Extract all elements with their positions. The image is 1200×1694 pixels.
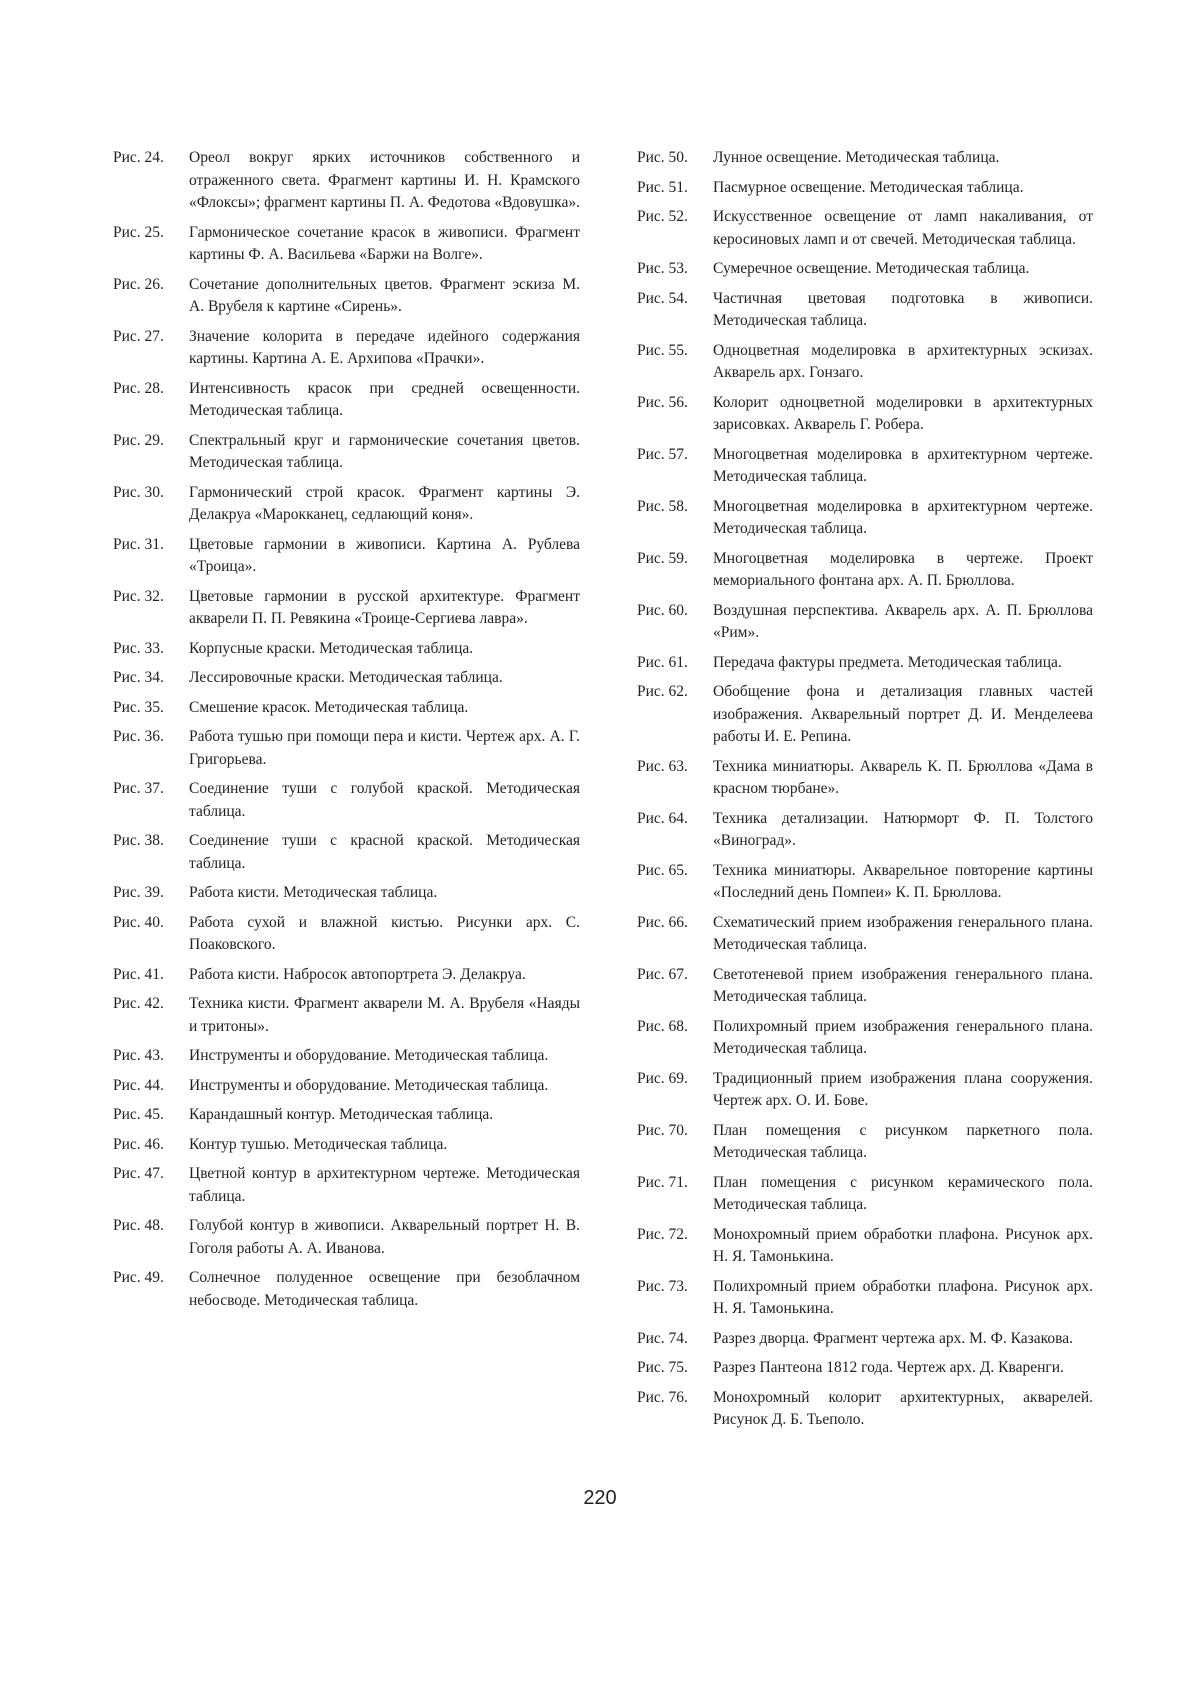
figure-caption-entry (637, 258, 1093, 281)
figure-caption-entry (113, 586, 580, 631)
figure-number: Рис. 31. (113, 535, 164, 553)
figure-caption-text: Инструменты и оборудование. Методическая таблица. (189, 1076, 549, 1094)
figure-number: Рис. 63. (637, 757, 688, 775)
figure-caption-entry (637, 964, 1093, 1009)
figure-number: Рис. 53. (637, 260, 688, 277)
figure-number: Рис. 55. (637, 341, 688, 359)
figure-caption-text: Лессировочные краски. Методическая таблица. (189, 669, 503, 686)
figure-number: Рис. 60. (637, 601, 688, 619)
figure-number: Рис. 37. (113, 780, 164, 797)
figure-caption-text: Техника кисти. Фрагмент акварели М. А. Врубеля «Наяды и тритоны». (189, 995, 580, 1035)
figure-number: Рис. 26. (113, 275, 164, 293)
figure-caption-text: Гармонический строй красок. Фрагмент картины Э. Делакруа «Марокканец, седлающий коня». (189, 483, 580, 523)
figure-number: Рис. 64. (637, 809, 688, 827)
figure-number: Рис. 44. (113, 1076, 164, 1094)
figure-caption-entry (113, 222, 580, 267)
figure-number: Рис. 58. (637, 497, 688, 515)
figure-caption-text: Инструменты и оборудование. Методическая таблица. (189, 1047, 549, 1064)
figure-number: Рис. 54. (637, 289, 688, 307)
figure-caption-text: Соединение туши с голубой краской. Методическая таблица. (189, 780, 580, 820)
figure-caption-text: Работа тушью при помощи пера и кисти. Чертеж арх. А. Г. Григорьева. (189, 728, 580, 768)
figure-caption-text: Передача фактуры предмета. Методическая таблица. (713, 653, 1062, 671)
figure-caption-entry (113, 378, 580, 423)
figure-caption-text: Монохромный прием обработки плафона. Рисунок арх. Н. Я. Тамонькина. (713, 1225, 1093, 1265)
figure-number: Рис. 35. (113, 698, 164, 716)
figure-number: Рис. 47. (113, 1165, 164, 1182)
figure-number: Рис. 74. (637, 1329, 688, 1347)
figure-caption-entry (113, 778, 580, 823)
figure-caption-text: Обобщение фона и детализация главных частей изображения. Акварельный портрет Д. И. Менделеева работы И. Е. Репина. (713, 683, 1093, 745)
figure-caption-entry (113, 1267, 580, 1312)
figure-number: Рис. 65. (637, 861, 688, 879)
figure-caption-entry (637, 912, 1093, 957)
figure-number: Рис. 29. (113, 431, 164, 449)
figure-number: Рис. 50. (637, 149, 688, 166)
figure-list-left-column (113, 147, 580, 1319)
figure-caption-text: Лунное освещение. Методическая таблица. (713, 149, 1000, 166)
figure-caption-text: Ореол вокруг ярких источников собственного и отраженного света. Фрагмент картины И. Н. Крамского «Флоксы»; фрагмент картины П. А. Федотова «Вдовушка». (189, 149, 580, 211)
figure-caption-text: Контур тушью. Методическая таблица. (189, 1135, 448, 1153)
figure-caption-text: Разрез Пантеона 1812 года. Чертеж арх. Д. Кваренги. (713, 1359, 1064, 1376)
figure-caption-entry (637, 288, 1093, 333)
figure-caption-text: Корпусные краски. Методическая таблица. (189, 639, 474, 657)
figure-caption-text: Полихромный прием изображения генерального плана. Методическая таблица. (713, 1017, 1093, 1057)
figure-caption-entry (113, 830, 580, 875)
figure-number: Рис. 76. (637, 1388, 688, 1406)
figure-caption-entry (113, 1215, 580, 1260)
figure-number: Рис. 72. (637, 1225, 688, 1243)
figure-caption-text: Искусственное освещение от ламп накаливания, от керосиновых ламп и от свечей. Методическая таблица. (713, 208, 1093, 248)
figure-caption-text: План помещения с рисунком керамического пола. Методическая таблица. (713, 1173, 1093, 1213)
figure-caption-text: Сочетание дополнительных цветов. Фрагмент эскиза М. А. Врубеля к картине «Сирень». (189, 275, 580, 315)
figure-number: Рис. 24. (113, 149, 164, 166)
figure-caption-text: Традиционный прием изображения плана сооружения. Чертеж арх. О. И. Бове. (713, 1069, 1093, 1109)
figure-number: Рис. 46. (113, 1135, 164, 1153)
figure-caption-text: Разрез дворца. Фрагмент чертежа арх. М. Ф. Казакова. (713, 1329, 1073, 1347)
figure-caption-text: Карандашный контур. Методическая таблица. (189, 1106, 494, 1123)
figure-caption-text: Частичная цветовая подготовка в живописи. Методическая таблица. (713, 289, 1093, 329)
figure-caption-text: Соединение туши с красной краской. Методическая таблица. (189, 832, 580, 872)
figure-caption-entry (113, 726, 580, 771)
figure-caption-text: Цветовые гармонии в живописи. Картина А. Рублева «Троица». (189, 535, 580, 575)
figure-caption-entry (637, 206, 1093, 251)
figure-number: Рис. 42. (113, 995, 164, 1012)
figure-caption-entry (113, 882, 580, 905)
figure-caption-entry (113, 274, 580, 319)
figure-number: Рис. 30. (113, 483, 164, 501)
figure-number: Рис. 69. (637, 1069, 688, 1087)
figure-number: Рис. 62. (637, 683, 688, 700)
figure-number: Рис. 57. (637, 445, 688, 463)
page-number: 220 (583, 1487, 617, 1509)
figure-caption-entry (113, 638, 580, 661)
figure-caption-entry (637, 496, 1093, 541)
figure-caption-text: Работа кисти. Методическая таблица. (189, 884, 438, 901)
figure-caption-entry (113, 534, 580, 579)
figure-number: Рис. 52. (637, 208, 688, 225)
figure-caption-text: Цветной контур в архитектурном чертеже. Методическая таблица. (189, 1165, 580, 1205)
figure-caption-entry (637, 1068, 1093, 1113)
figure-caption-text: Техника детализации. Натюрморт Ф. П. Толстого «Виноград». (713, 809, 1093, 849)
figure-caption-entry (637, 1276, 1093, 1321)
figure-caption-entry (113, 993, 580, 1038)
figure-caption-text: Сумеречное освещение. Методическая таблица. (713, 260, 1030, 277)
figure-caption-text: Значение колорита в передаче идейного содержания картины. Картина А. Е. Архипова «Прачки». (189, 327, 580, 367)
figure-caption-text: План помещения с рисунком паркетного пола. Методическая таблица. (713, 1121, 1093, 1161)
figure-caption-entry (113, 1104, 580, 1127)
figure-caption-text: Схематический прием изображения генерального плана. Методическая таблица. (713, 913, 1093, 953)
figure-caption-entry (113, 697, 580, 720)
figure-caption-entry (113, 1075, 580, 1098)
figure-caption-entry (637, 177, 1093, 200)
figure-caption-text: Колорит одноцветной моделировки в архитектурных зарисовках. Акварель Г. Робера. (713, 393, 1093, 433)
figure-caption-text: Одноцветная моделировка в архитектурных эскизах. Акварель арх. Гонзаго. (713, 341, 1093, 381)
figure-number: Рис. 45. (113, 1106, 164, 1123)
figure-number: Рис. 61. (637, 653, 688, 671)
figure-caption-entry (637, 392, 1093, 437)
figure-caption-entry (113, 1163, 580, 1208)
figure-caption-entry (637, 1172, 1093, 1217)
figure-number: Рис. 27. (113, 327, 164, 345)
figure-caption-entry (637, 1120, 1093, 1165)
figure-number: Рис. 41. (113, 965, 164, 983)
figure-caption-text: Смешение красок. Методическая таблица. (189, 698, 469, 716)
figure-list-right-column (637, 147, 1093, 1439)
figure-number: Рис. 40. (113, 913, 164, 931)
figure-caption-text: Спектральный круг и гармонические сочетания цветов. Методическая таблица. (189, 431, 580, 471)
figure-caption-entry (113, 430, 580, 475)
figure-caption-entry (113, 1045, 580, 1068)
figure-caption-text: Полихромный прием обработки плафона. Рисунок арх. Н. Я. Тамонькина. (713, 1277, 1093, 1317)
figure-number: Рис. 48. (113, 1217, 164, 1234)
figure-caption-entry (113, 1134, 580, 1157)
figure-number: Рис. 51. (637, 178, 688, 196)
figure-caption-entry (637, 548, 1093, 593)
figure-number: Рис. 75. (637, 1359, 688, 1376)
figure-number: Рис. 70. (637, 1121, 688, 1139)
figure-caption-text: Пасмурное освещение. Методическая таблица. (713, 178, 1024, 196)
figure-number: Рис. 36. (113, 728, 164, 745)
figure-number: Рис. 59. (637, 549, 688, 567)
figure-caption-text: Гармоническое сочетание красок в живописи. Фрагмент картины Ф. А. Васильева «Баржи на Волге». (189, 223, 580, 263)
figure-caption-entry (637, 860, 1093, 905)
figure-number: Рис. 32. (113, 587, 164, 605)
figure-caption-text: Техника миниатюры. Акварель К. П. Брюллова «Дама в красном тюрбане». (713, 757, 1093, 797)
figure-caption-text: Воздушная перспектива. Акварель арх. А. П. Брюллова «Рим». (713, 601, 1093, 641)
figure-caption-text: Техника миниатюры. Акварельное повторение картины «Последний день Помпеи» К. П. Брюллова. (713, 861, 1093, 901)
figure-caption-text: Интенсивность красок при средней освещенности. Методическая таблица. (189, 379, 580, 419)
figure-caption-text: Цветовые гармонии в русской архитектуре. Фрагмент акварели П. П. Ревякина «Троице-Сергиева лавра». (189, 587, 580, 627)
figure-caption-entry (637, 681, 1093, 749)
figure-number: Рис. 39. (113, 884, 164, 901)
figure-caption-entry (113, 482, 580, 527)
figure-caption-entry (637, 1328, 1093, 1351)
figure-number: Рис. 33. (113, 639, 164, 657)
figure-caption-text: Монохромный колорит архитектурных, акварелей. Рисунок Д. Б. Тьеполо. (713, 1388, 1093, 1428)
figure-caption-entry (637, 1016, 1093, 1061)
figure-number: Рис. 34. (113, 669, 164, 686)
figure-caption-entry (637, 444, 1093, 489)
figure-caption-text: Работа кисти. Набросок автопортрета Э. Делакруа. (189, 965, 526, 983)
figure-number: Рис. 56. (637, 393, 688, 411)
figure-caption-entry (113, 667, 580, 690)
figure-number: Рис. 66. (637, 913, 688, 931)
figure-caption-text: Голубой контур в живописи. Акварельный портрет Н. В. Гоголя работы А. А. Иванова. (189, 1217, 580, 1257)
figure-caption-text: Светотеневой прием изображения генерального плана. Методическая таблица. (713, 965, 1093, 1005)
figure-number: Рис. 67. (637, 965, 688, 983)
figure-caption-text: Работа сухой и влажной кистью. Рисунки арх. С. Поаковского. (189, 913, 580, 953)
figure-caption-entry (637, 1357, 1093, 1380)
figure-caption-entry (637, 340, 1093, 385)
figure-caption-entry (637, 1387, 1093, 1432)
figure-caption-entry (637, 756, 1093, 801)
figure-number: Рис. 43. (113, 1047, 164, 1064)
figure-caption-text: Многоцветная моделировка в чертеже. Проект мемориального фонтана арх. А. П. Брюллова. (713, 549, 1093, 589)
figure-caption-entry (113, 147, 580, 215)
figure-caption-text: Солнечное полуденное освещение при безоблачном небосводе. Методическая таблица. (189, 1269, 580, 1309)
figure-number: Рис. 71. (637, 1173, 688, 1191)
figure-number: Рис. 68. (637, 1017, 688, 1035)
figure-caption-text: Многоцветная моделировка в архитектурном чертеже. Методическая таблица. (713, 445, 1093, 485)
figure-caption-entry (637, 808, 1093, 853)
figure-caption-entry (113, 326, 580, 371)
figure-caption-entry (637, 600, 1093, 645)
figure-number: Рис. 38. (113, 832, 164, 849)
figure-caption-entry (637, 652, 1093, 675)
figure-number: Рис. 73. (637, 1277, 688, 1295)
figure-caption-entry (113, 912, 580, 957)
figure-caption-entry (113, 964, 580, 987)
figure-number: Рис. 28. (113, 379, 164, 397)
figure-caption-entry (637, 147, 1093, 170)
figure-number: Рис. 49. (113, 1269, 164, 1286)
figure-caption-text: Многоцветная моделировка в архитектурном чертеже. Методическая таблица. (713, 497, 1093, 537)
figure-number: Рис. 25. (113, 223, 164, 241)
figure-caption-entry (637, 1224, 1093, 1269)
